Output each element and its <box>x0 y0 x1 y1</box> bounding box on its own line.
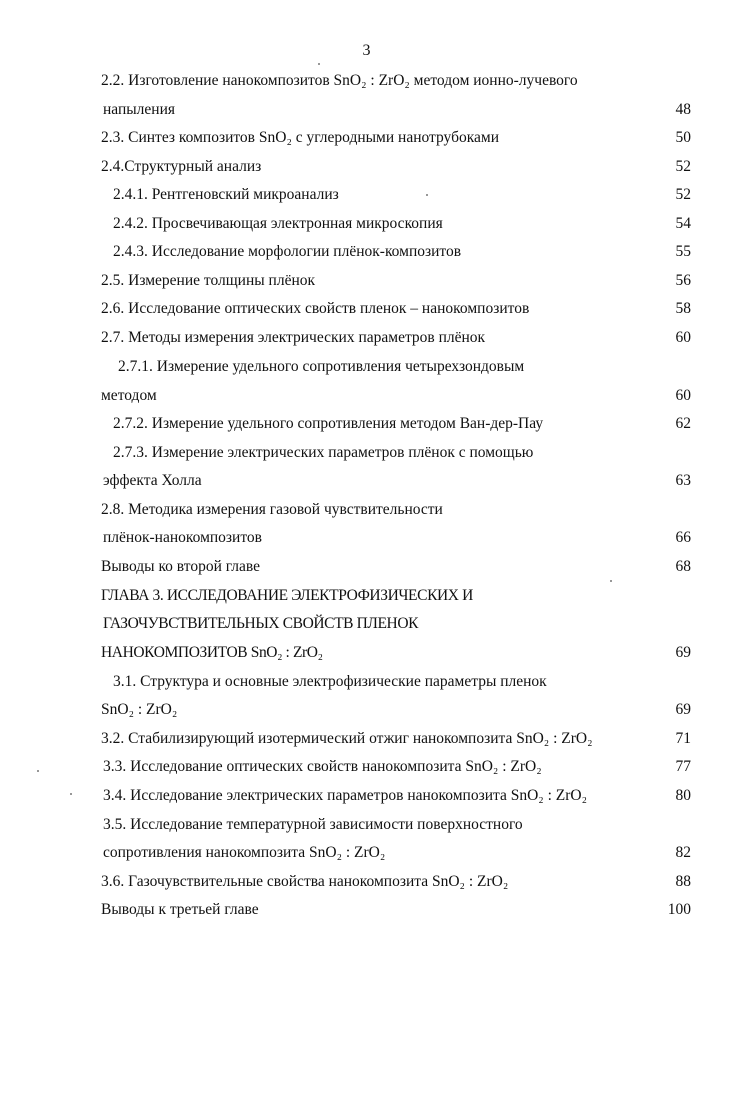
toc-entry-text: напыления <box>103 101 176 118</box>
toc-entry-page: 52 <box>675 186 691 203</box>
toc-entry-text: 2.7.3. Измерение электрических параметров плёнок с помощью <box>113 444 534 461</box>
toc-entry-text: НАНОКОМПОЗИТОВ SnO₂ : ZrO₂ <box>101 644 323 661</box>
toc-entry-page: 55 <box>675 243 691 260</box>
toc-entry-text: 3.2. Стабилизирующий изотермический отжиг нанокомпозита SnO₂ : ZrO₂ <box>101 730 593 747</box>
toc-entry-text: 2.4.3. Исследование морфологии плёнок-композитов <box>113 243 462 260</box>
toc-entry-page: 69 <box>675 701 691 718</box>
toc-entry-text: 2.2. Изготовление нанокомпозитов SnO₂ : ZrO₂ методом ионно-лучевого <box>101 72 578 89</box>
toc-entry-text: 2.3. Синтез композитов SnO₂ с углеродными нанотрубоками <box>101 129 500 146</box>
scan-speck <box>610 580 612 582</box>
toc-entry-text: методом <box>101 387 157 404</box>
toc-entry-text: ГЛАВА 3. ИССЛЕДОВАНИЕ ЭЛЕКТРОФИЗИЧЕСКИХ И <box>101 587 473 604</box>
toc-entry-text: 2.7. Методы измерения электрических параметров плёнок <box>101 329 486 346</box>
toc-entry-page: 50 <box>675 129 691 146</box>
toc-entry-text: 2.6. Исследование оптических свойств пленок – нанокомпозитов <box>101 300 530 317</box>
toc-entry-page: 69 <box>675 644 691 661</box>
toc-entry-page: 52 <box>675 158 691 175</box>
scan-speck <box>426 194 428 196</box>
toc-entry-text: 2.7.2. Измерение удельного сопротивления методом Ван-дер-Пау <box>113 415 544 432</box>
toc-entry-page: 60 <box>675 329 691 346</box>
scan-speck <box>318 63 320 65</box>
scan-speck <box>70 793 72 795</box>
toc-entry-page: 77 <box>675 758 691 775</box>
toc-entry-page: 62 <box>675 415 691 432</box>
toc-entry-text: 2.5. Измерение толщины плёнок <box>101 272 316 289</box>
toc-entry-page: 88 <box>675 873 691 890</box>
scan-speck <box>37 770 39 772</box>
toc-entry-text: 2.8. Методика измерения газовой чувствительности <box>101 501 443 518</box>
page-number: 3 <box>362 42 371 59</box>
toc-entry-text: 3.6. Газочувствительные свойства нанокомпозита SnO₂ : ZrO₂ <box>101 873 509 890</box>
toc-entry-text: эффекта Холла <box>103 472 202 489</box>
toc-entry-page: 80 <box>675 787 691 804</box>
toc-entry-text: 3.1. Структура и основные электрофизические параметры пленок <box>113 673 547 690</box>
toc-entry-page: 100 <box>667 901 691 918</box>
toc-entry-page: 58 <box>675 300 691 317</box>
toc-entry-page: 63 <box>675 472 691 489</box>
toc-entry-text: 2.4.Структурный анализ <box>101 158 262 175</box>
toc-entry-page: 66 <box>675 529 691 546</box>
toc-entry-page: 48 <box>675 101 691 118</box>
toc-entry-text: ГАЗОЧУВСТВИТЕЛЬНЫХ СВОЙСТВ ПЛЕНОК <box>103 615 419 632</box>
toc-entry-text: 3.3. Исследование оптических свойств нанокомпозита SnO₂ : ZrO₂ <box>103 758 542 775</box>
toc-entry-text: 3.4. Исследование электрических параметров нанокомпозита SnO₂ : ZrO₂ <box>103 787 587 804</box>
toc-entry-text: 2.4.1. Рентгеновский микроанализ <box>113 186 339 203</box>
toc-entry-page: 54 <box>675 215 691 232</box>
toc-entry-page: 82 <box>675 844 691 861</box>
toc-entry-page: 68 <box>675 558 691 575</box>
toc-entry-page: 71 <box>675 730 691 747</box>
toc-entry-page: 56 <box>675 272 691 289</box>
toc-entry-text: сопротивления нанокомпозита SnO₂ : ZrO₂ <box>103 844 386 861</box>
toc-entry-text: 3.5. Исследование температурной зависимости поверхностного <box>103 816 523 833</box>
toc-entry-text: 2.7.1. Измерение удельного сопротивления четырехзондовым <box>118 358 525 375</box>
toc-entry-text: Выводы ко второй главе <box>101 558 261 575</box>
toc-entry-text: 2.4.2. Просвечивающая электронная микроскопия <box>113 215 443 232</box>
toc-entry-page: 60 <box>675 387 691 404</box>
toc-entry-text: плёнок-нанокомпозитов <box>103 529 262 546</box>
toc-entry-text: SnO₂ : ZrO₂ <box>101 701 178 718</box>
toc-entry-text: Выводы к третьей главе <box>101 901 259 918</box>
